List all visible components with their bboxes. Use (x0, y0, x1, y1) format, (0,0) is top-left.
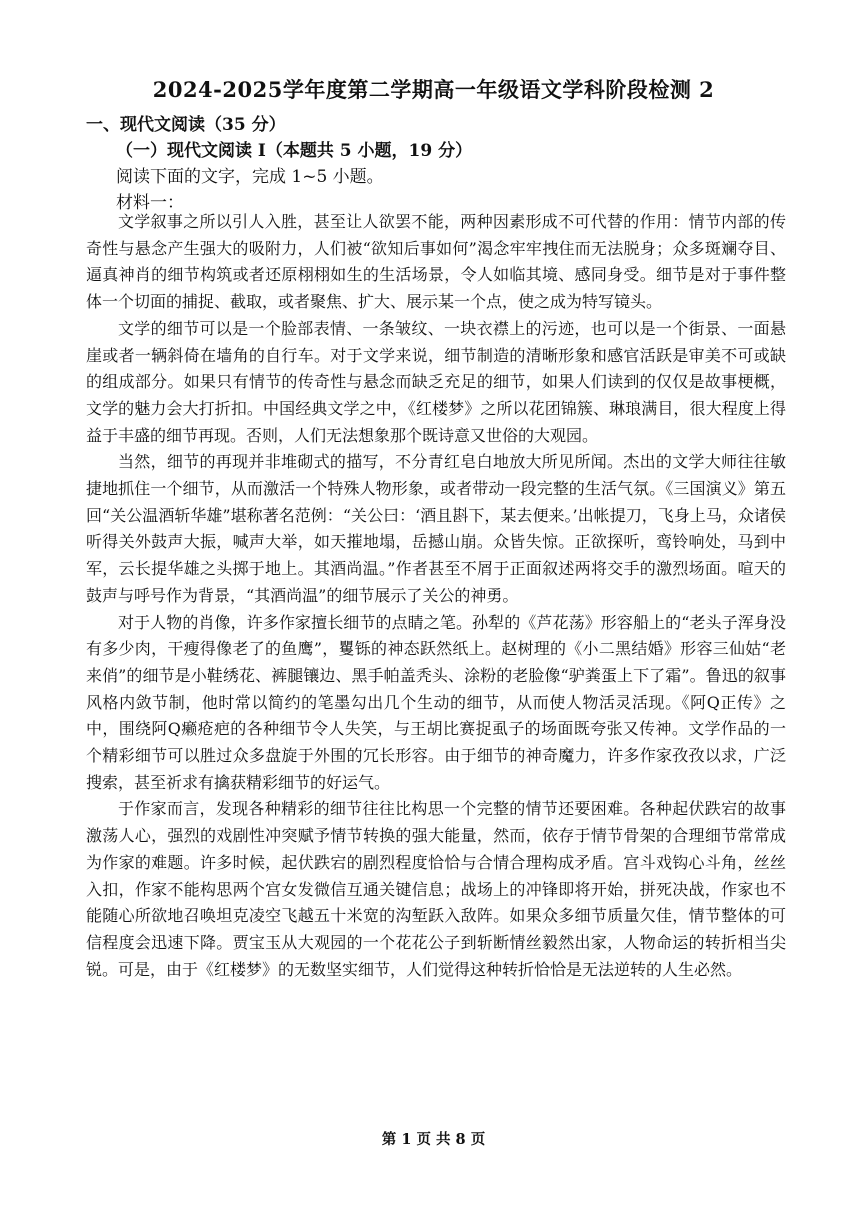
reading-instruction: 阅读下面的文字，完成 1~5 小题。 (116, 167, 384, 187)
passage-paragraph: 文学的细节可以是一个脸部表情、一条皱纹、一块衣襟上的污迹，也可以是一个街景、一面悬崖或者一辆斜倚在墙角的自行车。对于文学来说，细节制造的清晰形象和感官活跃是审美不可或缺的组成部分。如果只有情节的传奇性与悬念而缺乏充足的细节，如果人们读到的仅仅是故事梗概，文学的魅力会大打折扣。中国经典文学之中，《红楼梦》之所以花团锦簇、琳琅满目，很大程度上得益于丰盛的细节再现。否则，人们无法想象那个既诗意又世俗的大观园。 (86, 318, 786, 445)
exam-title: 2024-2025学年度第二学期高一年级语文学科阶段检测 2 (152, 77, 715, 102)
material-label: 材料一： (116, 193, 184, 213)
passage-body (86, 209, 786, 983)
section-heading: 一、现代文阅读（35 分） (86, 115, 286, 135)
passage-paragraph: 对于人物的肖像，许多作家擅长细节的点睛之笔。孙犁的《芦花荡》形容船上的“老头子浑身没有多少肉，干瘦得像老了的鱼鹰”，矍铄的神态跃然纸上。赵树理的《小二黑结婚》形容三仙姑“老来俏”的细节是小鞋绣花、裤腿镶边、黑手帕盖秃头、涂粉的老脸像“驴粪蛋上下了霜”。鲁迅的叙事风格内敛节制，他时常以简约的笔墨勾出几个生动的细节，从而使人物活灵活现。《阿Q正传》之中，围绕阿Q癞疮疤的各种细节令人失笑，与王胡比赛捉虱子的场面既夸张又传神。文学作品的一个精彩细节可以胜过众多盘旋于外围的冗长形容。由于细节的神奇魔力，许多作家孜孜以求，广泛搜索，甚至祈求有擒获精彩细节的好运气。 (86, 612, 786, 792)
page-footer: 第 1 页 共 8 页 (381, 1131, 486, 1148)
passage-paragraph: 文学叙事之所以引人入胜，甚至让人欲罢不能，两种因素形成不可代替的作用：情节内部的传奇性与悬念产生强大的吸附力，人们被“欲知后事如何”渴念牢牢拽住而无法脱身；众多斑斓夺目、逼真神肖的细节构筑或者还原栩栩如生的生活场景，令人如临其境、感同身受。细节是对于事件整体一个切面的捕捉、截取，或者聚焦、扩大、展示某一个点，使之成为特写镜头。 (86, 212, 786, 312)
passage-paragraph: 于作家而言，发现各种精彩的细节往往比构思一个完整的情节还要困难。各种起伏跌宕的故事激荡人心，强烈的戏剧性冲突赋予情节转换的强大能量，然而，依存于情节骨架的合理细节常常成为作家的难题。许多时候，起伏跌宕的剧烈程度恰恰与合情合理构成矛盾。宫斗戏钩心斗角，丝丝入扣，作家不能构思两个宫女发微信互通关键信息；战场上的冲锋即将开始，拼死决战，作家也不能随心所欲地召唤坦克凌空飞越五十米宽的沟堑跃入敌阵。如果众多细节质量欠佳，情节整体的可信程度会迅速下降。贾宝玉从大观园的一个花花公子到斩断情丝毅然出家，人物命运的转折相当尖锐。可是，由于《红楼梦》的无数坚实细节，人们觉得这种转折恰恰是无法逆转的人生必然。 (86, 799, 786, 979)
sub-section-heading: （一）现代文阅读 I（本题共 5 小题，19 分） (116, 141, 473, 161)
passage-paragraph: 当然，细节的再现并非堆砌式的描写，不分青红皂白地放大所见所闻。杰出的文学大师往往敏捷地抓住一个细节，从而激活一个特殊人物形象，或者带动一段完整的生活气氛。《三国演义》第五回“关公温酒斩华雄”堪称著名范例：“关公曰：‘酒且斟下，某去便来。’出帐提刀，飞身上马，众诸侯听得关外鼓声大振，喊声大举，如天摧地塌，岳撼山崩。众皆失惊。正欲探听，鸾铃响处，马到中军，云长提华雄之头掷于地上。其酒尚温。”作者甚至不屑于正面叙述两将交手的激烈场面。喧天的鼓声与呼号作为背景，“其酒尚温”的细节展示了关公的神勇。 (86, 452, 786, 605)
